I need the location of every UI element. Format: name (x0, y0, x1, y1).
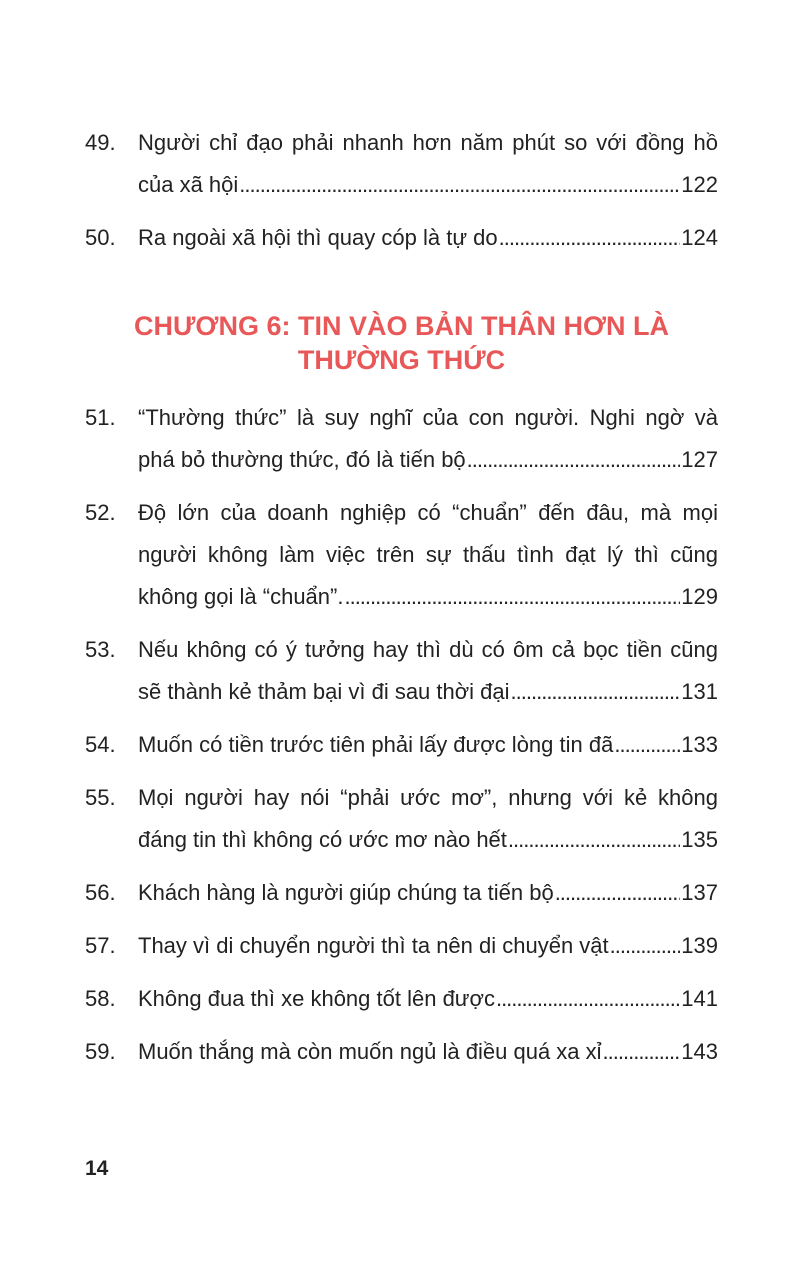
entry-page: 135 (681, 827, 718, 852)
toc-entry[interactable] (85, 925, 718, 967)
entry-title-line: không gọi là “chuẩn”. (138, 584, 344, 609)
entry-title-line: đáng tin thì không có ước mơ nào hết (138, 827, 507, 852)
entry-title-line: phá bỏ thường thức, đó là tiến bộ (138, 447, 466, 472)
entry-page: 143 (681, 1039, 718, 1064)
entry-number: 55. (85, 785, 116, 810)
entry-page: 137 (681, 880, 718, 905)
dot-leader (555, 872, 681, 914)
toc-entry[interactable] (85, 1031, 718, 1073)
dot-leader (614, 724, 680, 766)
toc-entry[interactable] (85, 777, 718, 861)
entry-title-line: Muốn có tiền trước tiên phải lấy được lòng tin đã (138, 732, 614, 757)
entry-title-line: Ra ngoài xã hội thì quay cóp là tự do (138, 225, 498, 250)
chapter-heading (85, 309, 718, 377)
dot-leader (496, 978, 680, 1020)
entry-page: 133 (681, 732, 718, 757)
dot-leader (508, 819, 680, 861)
entry-number: 58. (85, 986, 116, 1011)
page-number: 14 (85, 1157, 109, 1180)
entry-page: 124 (681, 225, 718, 250)
toc-entry[interactable] (85, 978, 718, 1020)
entry-title-line: Mọi người hay nói “phải ước mơ”, nhưng với kẻ không (138, 785, 718, 810)
entry-title-line: Độ lớn của doanh nghiệp có “chuẩn” đến đâu, mà mọi (138, 500, 718, 525)
entry-title-line: của xã hội (138, 172, 239, 197)
dot-leader (344, 576, 680, 618)
toc-entry[interactable] (85, 122, 718, 206)
entry-number: 52. (85, 500, 116, 525)
entry-title-line: sẽ thành kẻ thảm bại vì đi sau thời đại (138, 679, 510, 704)
entry-number: 56. (85, 880, 116, 905)
dot-leader (603, 1031, 681, 1073)
toc-entry[interactable] (85, 217, 718, 259)
chapter-heading-line: THƯỜNG THỨC (297, 345, 506, 375)
entry-number: 54. (85, 732, 116, 757)
dot-leader (511, 671, 681, 713)
toc-entry[interactable] (85, 492, 718, 618)
entry-number: 50. (85, 225, 116, 250)
toc-entry[interactable] (85, 724, 718, 766)
chapter-heading-line: CHƯƠNG 6: TIN VÀO BẢN THÂN HƠN LÀ (134, 311, 669, 341)
entry-page: 127 (681, 447, 718, 472)
entry-title-line: Không đua thì xe không tốt lên được (138, 986, 495, 1011)
toc-entry[interactable] (85, 397, 718, 481)
dot-leader (467, 439, 681, 481)
entry-title-line: Người chỉ đạo phải nhanh hơn năm phút so với đồng hồ (138, 130, 718, 155)
entry-number: 49. (85, 130, 116, 155)
entry-title-line: “Thường thức” là suy nghĩ của con người. Nghi ngờ và (138, 405, 718, 430)
entry-title-line: Khách hàng là người giúp chúng ta tiến bộ (138, 880, 554, 905)
dot-leader (499, 217, 681, 259)
entry-title-line: Thay vì di chuyển người thì ta nên di chuyển vật (138, 933, 609, 958)
toc-entry[interactable] (85, 872, 718, 914)
table-of-contents (85, 122, 718, 1084)
entry-page: 141 (681, 986, 718, 1011)
entry-title-line: Muốn thắng mà còn muốn ngủ là điều quá xa xỉ (138, 1039, 602, 1064)
dot-leader (239, 164, 680, 206)
entry-number: 59. (85, 1039, 116, 1064)
entry-number: 57. (85, 933, 116, 958)
toc-entry[interactable] (85, 629, 718, 713)
entry-number: 51. (85, 405, 116, 430)
entry-page: 139 (681, 933, 718, 958)
dot-leader (610, 925, 681, 967)
entry-page: 129 (681, 584, 718, 609)
entry-page: 131 (681, 679, 718, 704)
entry-number: 53. (85, 637, 116, 662)
entry-title-line: người không làm việc trên sự thấu tình đạt lý thì cũng (138, 542, 718, 567)
entry-page: 122 (681, 172, 718, 197)
entry-title-line: Nếu không có ý tưởng hay thì dù có ôm cả bọc tiền cũng (138, 637, 718, 662)
